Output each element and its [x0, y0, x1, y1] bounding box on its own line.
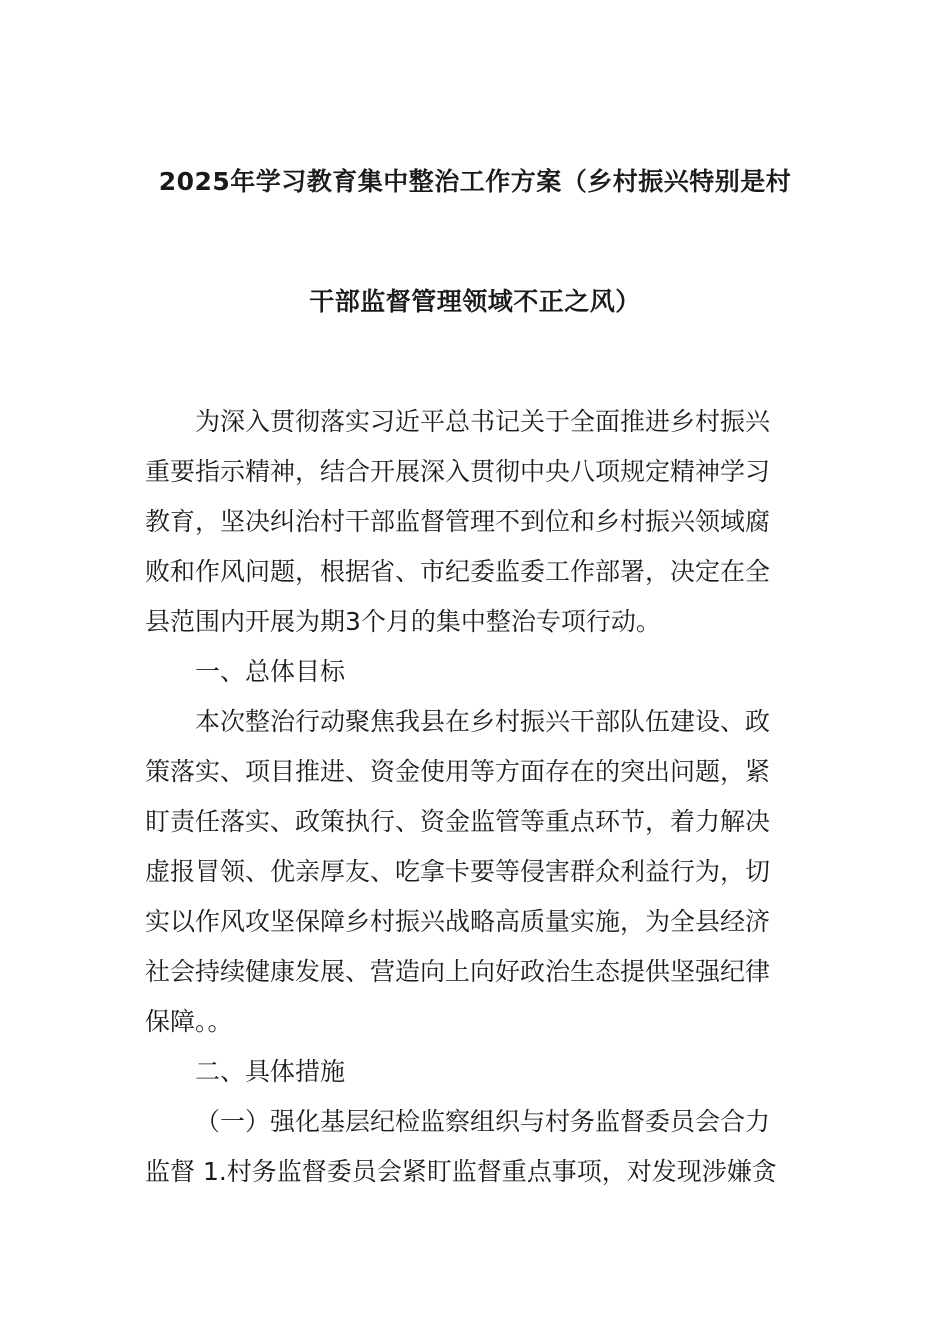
- body-line: 重要指示精神，结合开展深入贯彻中央八项规定精神学习: [145, 457, 771, 486]
- body-line: 监督 1.村务监督委员会紧盯监督重点事项，对发现涉嫌贪: [145, 1157, 777, 1186]
- body-line: 县范围内开展为期3个月的集中整治专项行动。: [145, 607, 661, 636]
- document-title-line-2: 干部监督管理领域不正之风）: [309, 287, 641, 316]
- body-line: 盯责任落实、政策执行、资金监管等重点环节，着力解决: [145, 807, 771, 836]
- body-line: 虚报冒领、优亲厚友、吃拿卡要等侵害群众利益行为，切: [145, 857, 771, 886]
- body-line: 教育，坚决纠治村干部监督管理不到位和乡村振兴领域腐: [145, 507, 771, 536]
- document-title-line-1: 2025年学习教育集中整治工作方案（乡村振兴特别是村: [158, 167, 792, 196]
- body-line: 本次整治行动聚焦我县在乡村振兴干部队伍建设、政: [195, 707, 771, 736]
- body-line: 败和作风问题，根据省、市纪委监委工作部署，决定在全: [145, 557, 771, 586]
- section-heading: 二、具体措施: [195, 1057, 346, 1086]
- body-line: 社会持续健康发展、营造向上向好政治生态提供坚强纪律: [145, 957, 771, 986]
- body-line: 保障。。: [145, 1007, 233, 1036]
- subsection-heading: （一）强化基层纪检监察组织与村务监督委员会合力: [195, 1107, 771, 1136]
- body-line: 策落实、项目推进、资金使用等方面存在的突出问题，紧: [145, 757, 771, 786]
- body-line: 实以作风攻坚保障乡村振兴战略高质量实施，为全县经济: [145, 907, 771, 936]
- document-body: [145, 397, 810, 1197]
- section-heading: 一、总体目标: [195, 657, 346, 686]
- body-line: 为深入贯彻落实习近平总书记关于全面推进乡村振兴: [195, 407, 771, 436]
